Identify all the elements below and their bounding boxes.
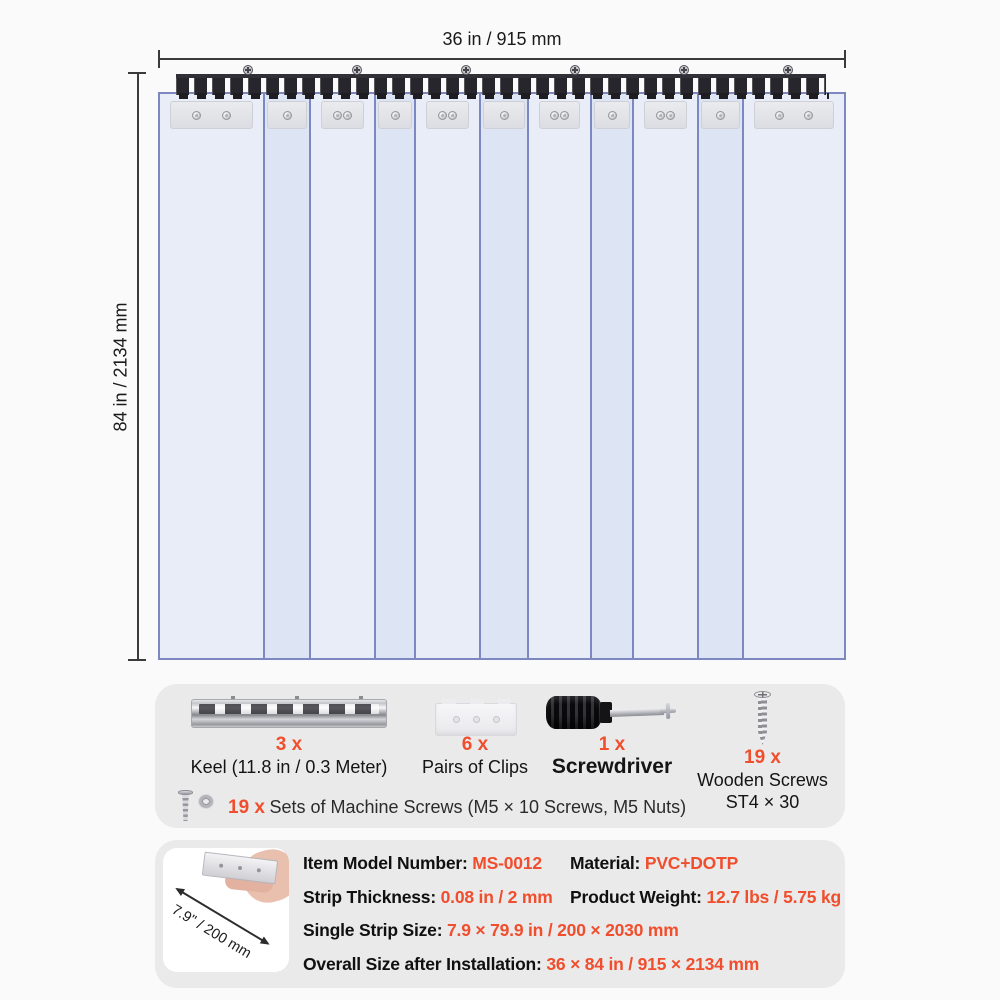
strip-clamp-plate: [321, 101, 364, 129]
rail-screw-icon: [679, 65, 689, 75]
height-dimension-tick-bottom: [128, 659, 146, 661]
wooden-screw-image: [752, 691, 773, 749]
height-dimension-tick-top: [128, 72, 146, 74]
spec-label: Product Weight:: [570, 887, 702, 907]
spec-value: 36 × 84 in / 915 × 2134 mm: [546, 954, 760, 974]
screw-icon: [343, 111, 352, 120]
pvc-strip-overlap: [376, 94, 416, 658]
nut-icon: [199, 795, 213, 808]
strip-width-label: 7.9" / 200 mm: [168, 902, 254, 962]
strip-clamp-plate: [170, 101, 253, 129]
mounting-rail-image: [176, 74, 826, 99]
pvc-strip-overlap: [265, 94, 311, 658]
strip-clamp-plate: [539, 101, 580, 129]
spec-value: 12.7 lbs / 5.75 kg: [706, 887, 842, 907]
spec-weight: [570, 887, 841, 908]
pvc-strip-overlap: [699, 94, 744, 658]
strip-clamp-plate: [754, 101, 834, 129]
strip-clamp-plate: [267, 101, 307, 129]
accessory-screwdriver: [536, 734, 688, 778]
pvc-strip-curtain: [158, 92, 846, 660]
strip-clamp-plate: [644, 101, 687, 129]
spec-label: Material:: [570, 853, 641, 873]
accessory-clips: [405, 734, 545, 778]
screwdriver-image: [546, 696, 680, 736]
rail-screw-icon: [783, 65, 793, 75]
phillips-tip-icon: [659, 702, 678, 721]
machine-screws-label: Sets of Machine Screws (M5 × 10 Screws, M5 Nuts): [269, 797, 687, 817]
accessory-wooden-screws: [686, 747, 839, 813]
screw-icon: [608, 111, 617, 120]
spec-label: Overall Size after Installation:: [303, 954, 542, 974]
keel-count: 3 x: [275, 734, 303, 755]
machine-screws-row: [176, 789, 686, 827]
spec-strip-size: [303, 920, 679, 941]
width-dimension-tick-left: [158, 50, 160, 68]
screw-icon: [448, 111, 457, 120]
wooden-screws-spec: ST4 × 30: [725, 792, 800, 812]
screw-icon: [656, 111, 665, 120]
accessory-keel: [176, 734, 402, 778]
plate-hole: [219, 863, 223, 867]
screw-icon: [560, 111, 569, 120]
clips-image: [435, 703, 517, 736]
spec-thickness: [303, 887, 553, 908]
screw-icon: [500, 111, 509, 120]
wooden-screws-count: 19 x: [744, 747, 781, 768]
clip-hole: [453, 716, 460, 723]
spec-item-model: [303, 853, 542, 874]
screw-icon: [333, 111, 342, 120]
spec-overall-size: [303, 954, 759, 975]
spec-label: Strip Thickness:: [303, 887, 436, 907]
screwdriver-label: Screwdriver: [551, 755, 673, 778]
screw-icon: [391, 111, 400, 120]
screw-icon: [804, 111, 813, 120]
width-dimension-tick-right: [844, 50, 846, 68]
plate-hole: [238, 866, 242, 870]
screw-icon: [283, 111, 292, 120]
pvc-strip: [416, 94, 481, 658]
spec-label: Item Model Number:: [303, 853, 468, 873]
spec-value: 7.9 × 79.9 in / 200 × 2030 mm: [447, 920, 679, 940]
rail-hooks: [179, 93, 829, 99]
machine-screws-count: 19 x: [228, 797, 265, 818]
screw-head: [754, 691, 771, 698]
rail-screw-icon: [352, 65, 362, 75]
keel-label: Keel (11.8 in / 0.3 Meter): [190, 757, 388, 777]
clips-count: 6 x: [461, 734, 489, 755]
pvc-strip-overlap: [592, 94, 634, 658]
spec-label: Single Strip Size:: [303, 920, 443, 940]
pvc-strip: [529, 94, 592, 658]
rail-screw-icon: [461, 65, 471, 75]
screwdriver-count: 1 x: [598, 734, 626, 755]
pvc-strip: [160, 94, 265, 658]
screw-head: [178, 790, 193, 795]
screw-icon: [222, 111, 231, 120]
strip-clamp-plate: [426, 101, 469, 129]
wooden-screws-label: Wooden Screws: [697, 770, 828, 790]
pvc-strip: [311, 94, 376, 658]
rail-screw-icon: [570, 65, 580, 75]
screw-shaft: [182, 795, 190, 821]
pvc-strip: [634, 94, 699, 658]
screw-icon: [438, 111, 447, 120]
clips-label: Pairs of Clips: [421, 757, 529, 777]
screw-icon: [550, 111, 559, 120]
screw-icon: [775, 111, 784, 120]
strip-thumbnail: [163, 848, 289, 972]
screw-icon: [666, 111, 675, 120]
screwdriver-shaft: [610, 708, 664, 717]
clip-hole: [473, 716, 480, 723]
pvc-strip-overlap: [481, 94, 529, 658]
plate-hole: [256, 868, 260, 872]
height-dimension-line: [137, 73, 139, 661]
clip-hole: [493, 716, 500, 723]
screwdriver-handle: [546, 696, 602, 729]
spec-material: [570, 853, 738, 874]
pvc-strip: [744, 94, 844, 658]
strip-clamp-plate: [594, 101, 630, 129]
screw-icon: [716, 111, 725, 120]
screw-icon: [192, 111, 201, 120]
height-dimension-label: 84 in / 2134 mm: [110, 302, 131, 432]
screw-shaft: [758, 698, 767, 745]
machine-screw-nut-icon: [176, 790, 218, 826]
spec-value: MS-0012: [472, 853, 542, 873]
spec-value: 0.08 in / 2 mm: [440, 887, 553, 907]
strip-clamp-plate: [483, 101, 525, 129]
strip-clamp-plate: [701, 101, 740, 129]
width-dimension-line: [159, 58, 846, 60]
width-dimension-label: 36 in / 915 mm: [442, 29, 562, 49]
rail-screw-icon: [243, 65, 253, 75]
strip-clamp-plate: [378, 101, 412, 129]
keel-rail-image: [191, 699, 387, 728]
spec-value: PVC+DOTP: [644, 853, 739, 873]
